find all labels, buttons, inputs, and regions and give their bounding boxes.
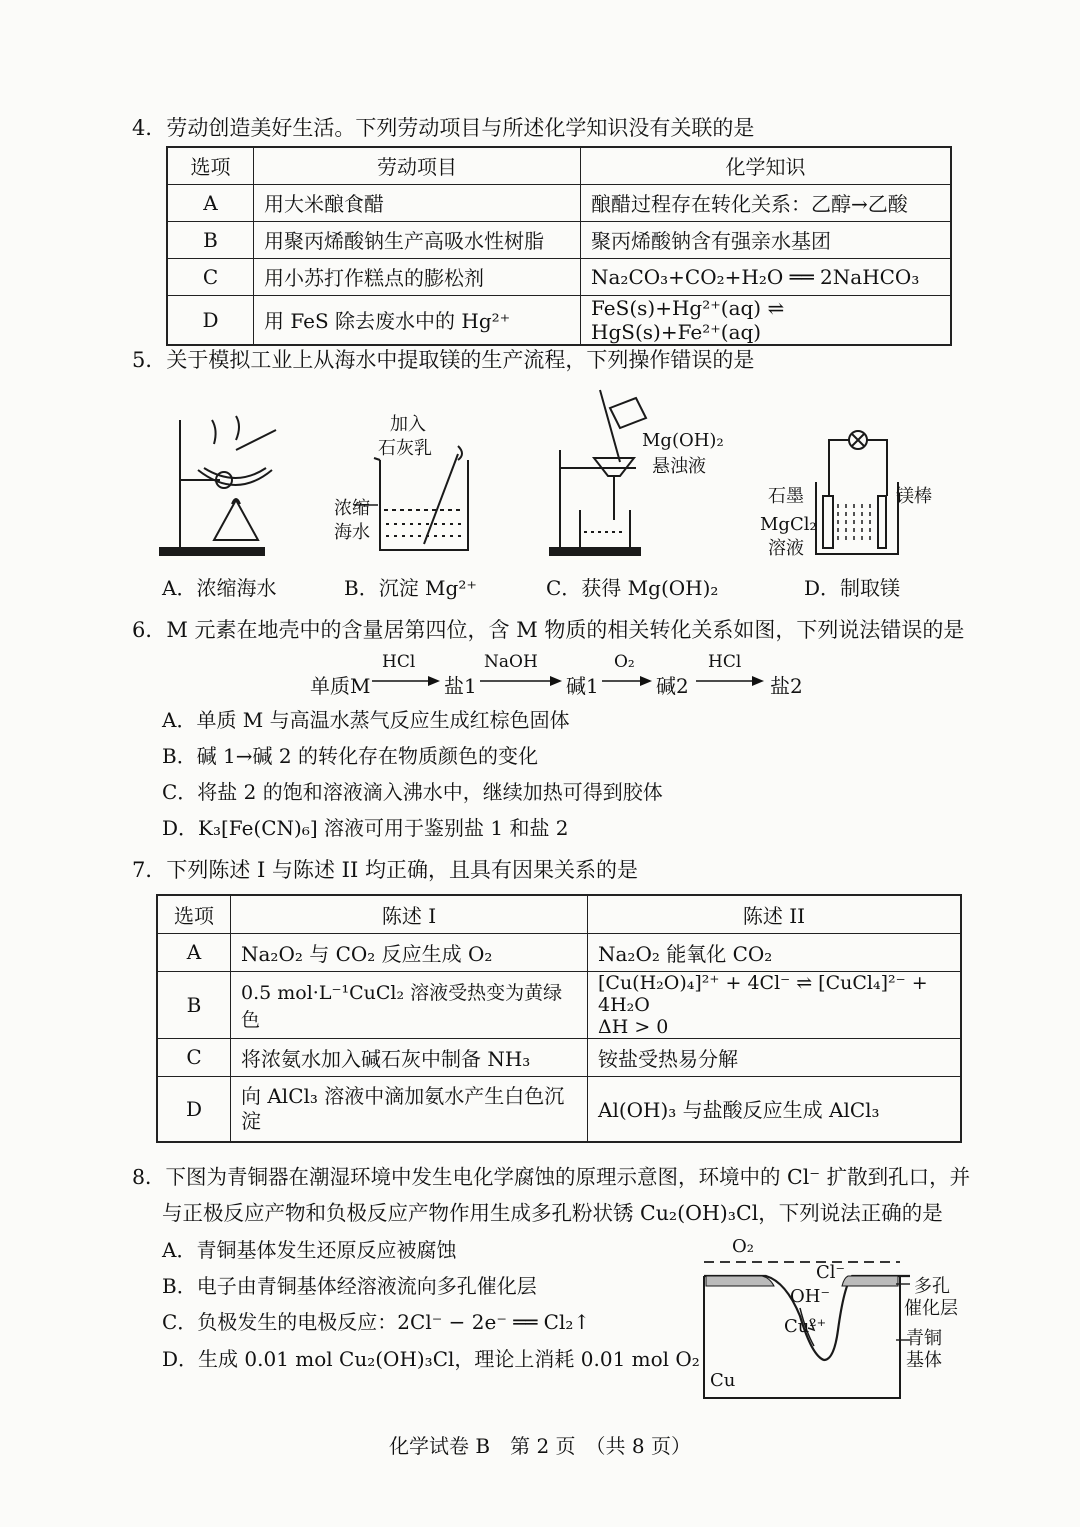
- q7-row-opt: A: [157, 933, 231, 971]
- chain-reagent: NaOH: [484, 652, 538, 672]
- q7-header-statement2: 陈述 II: [588, 895, 962, 933]
- q8-label-cu2: Cu²⁺: [784, 1316, 827, 1337]
- q7-row-statement2-cell: [588, 971, 962, 1038]
- q4-row-project: 用小苏打作糕点的膨松剂: [254, 258, 581, 295]
- q4-row-knowledge: 酿醋过程存在转化关系：乙醇→乙酸: [581, 184, 952, 221]
- q7-row-statement2: Al(OH)₃ 与盐酸反应生成 AlCl₃: [588, 1076, 962, 1142]
- q4-row-project: 用 FeS 除去废水中的 Hg²⁺: [254, 295, 581, 345]
- arrow-icon: [372, 674, 442, 688]
- q5-label-mgcl2: MgCl₂: [760, 514, 817, 535]
- q4-table: [166, 146, 952, 346]
- q6-option-a: A．单质 M 与高温水蒸气反应生成红棕色固体: [162, 708, 570, 732]
- q8-label-base1: 青铜: [906, 1328, 942, 1349]
- q7-header-option: 选项: [157, 895, 231, 933]
- chain-substance: 碱1: [566, 674, 599, 698]
- q7-row-opt: C: [157, 1038, 231, 1076]
- q7-row-opt: B: [157, 971, 231, 1038]
- q7-row-statement2-enthalpy: ΔH > 0: [598, 1015, 669, 1038]
- q6-option-b: B．碱 1→碱 2 的转化存在物质颜色的变化: [162, 744, 538, 768]
- q5-label-mgoh: Mg(OH)₂: [642, 430, 724, 451]
- chain-substance: 碱2: [656, 674, 689, 698]
- q5-label-mgrod: 镁棒: [896, 486, 932, 507]
- q7-row-opt: D: [157, 1076, 231, 1142]
- q4-row-opt: D: [167, 295, 254, 345]
- q4-row-knowledge: 聚丙烯酸钠含有强亲水基团: [581, 221, 952, 258]
- q8-label-cu: Cu: [710, 1370, 736, 1391]
- chain-substance: 单质M: [310, 674, 371, 698]
- q6-stem: 6．M 元素在地壳中的含量居第四位，含 M 物质的相关转化关系如图，下列说法错误的是: [132, 618, 965, 642]
- q8-label-base2: 基体: [906, 1350, 942, 1371]
- table-row: [157, 1038, 961, 1076]
- q8-label-o2: O₂: [732, 1236, 754, 1257]
- filtration-apparatus: [550, 390, 646, 555]
- q5-apparatus-figure: [140, 380, 970, 570]
- chain-substance: 盐2: [770, 674, 803, 698]
- q7-row-statement1: 向 AlCl₃ 溶液中滴加氨水产生白色沉淀: [231, 1076, 588, 1142]
- q7-row-statement1: 0.5 mol·L⁻¹CuCl₂ 溶液受热变为黄绿色: [231, 971, 588, 1038]
- table-row: [167, 221, 951, 258]
- q4-row-project: 用大米酿食醋: [254, 184, 581, 221]
- table-row: [157, 933, 961, 971]
- q4-header-knowledge: 化学知识: [581, 147, 952, 184]
- chain-reagent: HCl: [708, 652, 742, 672]
- q8-stem-line1: 8．下图为青铜器在潮湿环境中发生电化学腐蚀的原理示意图，环境中的 Cl⁻ 扩散到孔口，并: [132, 1165, 971, 1189]
- q7-row-statement1: 将浓氨水加入碱石灰中制备 NH₃: [231, 1038, 588, 1076]
- q7-row-statement2: [Cu(H₂O)₄]²⁺ + 4Cl⁻ ⇌ [CuCl₄]²⁻ + 4H₂O: [598, 971, 928, 1016]
- q5-label-conc1: 浓缩: [334, 498, 370, 519]
- q8-label-cl: Cl⁻: [816, 1262, 846, 1283]
- arrow-icon: [602, 674, 654, 688]
- q8-label-porous1: 多孔: [914, 1276, 950, 1297]
- q6-option-c: C．将盐 2 的饱和溶液滴入沸水中，继续加热可得到胶体: [162, 780, 663, 804]
- q4-header-option: 选项: [167, 147, 254, 184]
- evaporation-apparatus: [160, 416, 276, 555]
- q4-row-knowledge: FeS(s)+Hg²⁺(aq) ⇌ HgS(s)+Fe²⁺(aq): [581, 295, 952, 345]
- page-footer: 化学试卷 B 第 2 页 （共 8 页）: [389, 1434, 691, 1458]
- table-row: [167, 258, 951, 295]
- chain-reagent: HCl: [382, 652, 416, 672]
- q5-label-lime: 石灰乳: [378, 438, 432, 459]
- q4-row-opt: B: [167, 221, 254, 258]
- table-row: [157, 1076, 961, 1142]
- q8-option-c: C．负极发生的电极反应：2Cl⁻ − 2e⁻ ══ Cl₂↑: [162, 1310, 591, 1334]
- q8-option-d: D．生成 0.01 mol Cu₂(OH)₃Cl，理论上消耗 0.01 mol O₂: [162, 1347, 700, 1371]
- table-row: [167, 295, 951, 345]
- q5-caption-c: C．获得 Mg(OH)₂: [546, 576, 719, 600]
- q5-label-susp: 悬浊液: [652, 456, 706, 477]
- q5-label-conc2: 海水: [334, 522, 370, 543]
- q7-row-statement2: 铵盐受热易分解: [588, 1038, 962, 1076]
- q8-stem-line2: 与正极反应产物和负极反应产物作用生成多孔粉状锈 Cu₂(OH)₃Cl，下列说法正确的是: [162, 1201, 943, 1225]
- q8-label-oh: OH⁻: [790, 1286, 830, 1307]
- q7-header-statement1: 陈述 I: [231, 895, 588, 933]
- q7-table: [156, 894, 962, 1143]
- q7-row-statement1: Na₂O₂ 与 CO₂ 反应生成 O₂: [231, 933, 588, 971]
- q8-option-b: B．电子由青铜基体经溶液流向多孔催化层: [162, 1274, 537, 1298]
- q6-conversion-chain: [310, 652, 810, 696]
- q5-caption-a: A．浓缩海水: [162, 576, 277, 600]
- q7-row-statement2: Na₂O₂ 能氧化 CO₂: [588, 933, 962, 971]
- q5-stem: 5．关于模拟工业上从海水中提取镁的生产流程，下列操作错误的是: [132, 348, 755, 372]
- electrolysis-apparatus: [816, 431, 898, 554]
- q5-caption-d: D．制取镁: [804, 576, 901, 600]
- chain-substance: 盐1: [444, 674, 477, 698]
- q6-option-d: D．K₃[Fe(CN)₆] 溶液可用于鉴别盐 1 和盐 2: [162, 816, 569, 840]
- chain-reagent: O₂: [614, 652, 635, 672]
- q8-label-porous2: 催化层: [904, 1298, 958, 1319]
- q4-stem: 4．劳动创造美好生活。下列劳动项目与所述化学知识没有关联的是: [132, 116, 755, 140]
- q4-row-opt: C: [167, 258, 254, 295]
- arrow-icon: [480, 674, 564, 688]
- q5-label-solution: 溶液: [768, 538, 804, 559]
- q5-label-add: 加入: [390, 414, 426, 435]
- q4-row-project: 用聚丙烯酸钠生产高吸水性树脂: [254, 221, 581, 258]
- table-row: [167, 184, 951, 221]
- q4-row-knowledge: Na₂CO₃+CO₂+H₂O ══ 2NaHCO₃: [581, 258, 952, 295]
- q7-stem: 7．下列陈述 I 与陈述 II 均正确，且具有因果关系的是: [132, 858, 638, 882]
- q4-row-opt: A: [167, 184, 254, 221]
- table-row: [157, 971, 961, 1038]
- q5-label-graphite: 石墨: [768, 486, 804, 507]
- q4-header-project: 劳动项目: [254, 147, 581, 184]
- precipitation-apparatus: [354, 446, 468, 550]
- q5-caption-b: B．沉淀 Mg²⁺: [344, 576, 477, 600]
- arrow-icon: [696, 674, 766, 688]
- q8-option-a: A．青铜基体发生还原反应被腐蚀: [162, 1238, 457, 1262]
